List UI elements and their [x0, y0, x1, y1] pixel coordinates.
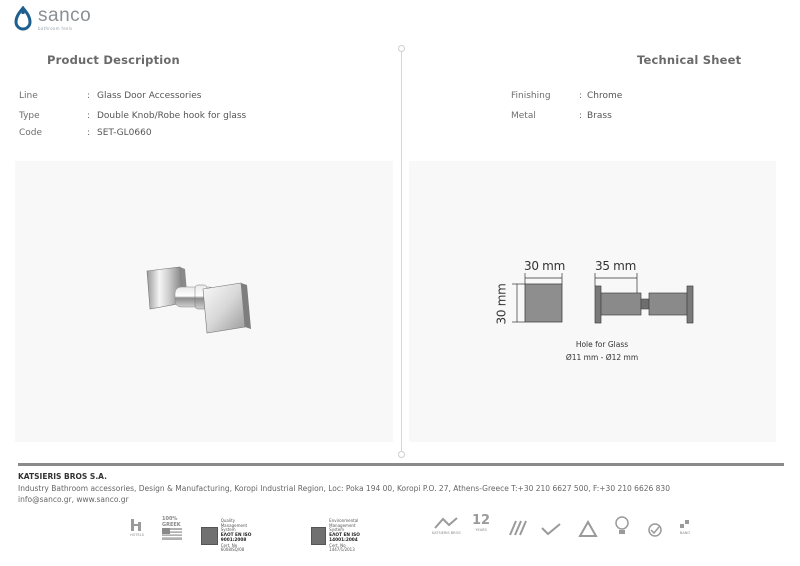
- brand-name: sanco: [38, 5, 92, 26]
- spec-colon: :: [87, 111, 91, 121]
- nano-badge: NANO: [678, 518, 692, 535]
- double-knob-product-image: [15, 161, 393, 442]
- tech-value: Chrome: [587, 91, 623, 101]
- iso-14001-badge: Environmental Management System ΕΛΟΤ EN ISO 14001:2004 Cert. No 1447/1/2013: [311, 519, 369, 553]
- height-dimension-label: 30 mm: [494, 283, 509, 325]
- eu-flag-icon: [311, 527, 326, 545]
- spec-label: Line: [19, 91, 38, 101]
- spec-colon: :: [87, 128, 91, 138]
- technical-drawing-panel: [409, 161, 776, 442]
- spec-colon: :: [87, 91, 91, 101]
- product-description-title: Product Description: [47, 53, 180, 67]
- brand-tagline: bathroom feels: [38, 26, 73, 31]
- product-image-panel: [15, 161, 393, 442]
- hotels-badge: HOTELS: [128, 516, 146, 537]
- iso-9001-badge: Quality Management System ΕΛΟΤ EN ISO 9001:2008 Cert. No 6008ISQ/08: [201, 519, 256, 553]
- greek-flag-icon: [162, 528, 182, 540]
- roof-icon: [433, 516, 459, 530]
- spec-label: Code: [19, 128, 43, 138]
- years-warranty-badge: 12 YEARS: [472, 513, 491, 532]
- tech-label: Finishing: [511, 91, 551, 101]
- spec-value: Double Knob/Robe hook for glass: [97, 111, 247, 121]
- light-bulb-icon: [612, 514, 632, 538]
- technical-sheet-title: Technical Sheet: [637, 53, 742, 67]
- recycle-icon: [578, 520, 598, 538]
- divider-bottom-dot: [398, 451, 405, 458]
- column-divider: [401, 48, 402, 455]
- hotel-icon: [128, 516, 146, 532]
- tech-colon: :: [579, 111, 583, 121]
- brand-logo[interactable]: [12, 4, 91, 34]
- water-drop-icon: [12, 6, 34, 32]
- shield-icon: [646, 522, 664, 538]
- company-name: KATSIERIS BROS S.A.: [18, 472, 107, 481]
- width-dimension-label: 30 mm: [524, 259, 565, 273]
- katsieris-badge: KATSIERIS BROS: [432, 516, 461, 535]
- spec-value: SET-GL0660: [97, 128, 152, 138]
- technical-drawing: [409, 161, 776, 442]
- brushed-finish-icon: [506, 519, 528, 537]
- depth-dimension-label: 35 mm: [595, 259, 636, 273]
- company-address: Industry Bathroom accessories, Design & Manufacturing, Koropi Industrial Region, Loc: Poka 194 00, Koropi P.O. 27, Athens-Greece T:+30 210 6627 500, F:+30 210 6626 830: [18, 484, 670, 493]
- nano-icon: [678, 518, 692, 530]
- tech-label: Metal: [511, 111, 536, 121]
- footer-divider: [18, 463, 784, 466]
- spec-label: Type: [19, 111, 40, 121]
- tech-colon: :: [579, 91, 583, 101]
- eu-flag-icon: [201, 527, 218, 545]
- greek-product-badge: 100% GREEK: [162, 516, 182, 540]
- easy-clean-icon: [540, 522, 562, 536]
- tech-value: Brass: [587, 111, 612, 121]
- spec-value: Glass Door Accessories: [97, 91, 202, 101]
- divider-top-dot: [398, 45, 405, 52]
- hole-for-glass-title: Hole for Glass: [575, 340, 629, 349]
- company-contact[interactable]: info@sanco.gr, www.sanco.gr: [18, 495, 129, 504]
- hole-sizes: Ø11 mm - Ø12 mm: [565, 353, 639, 362]
